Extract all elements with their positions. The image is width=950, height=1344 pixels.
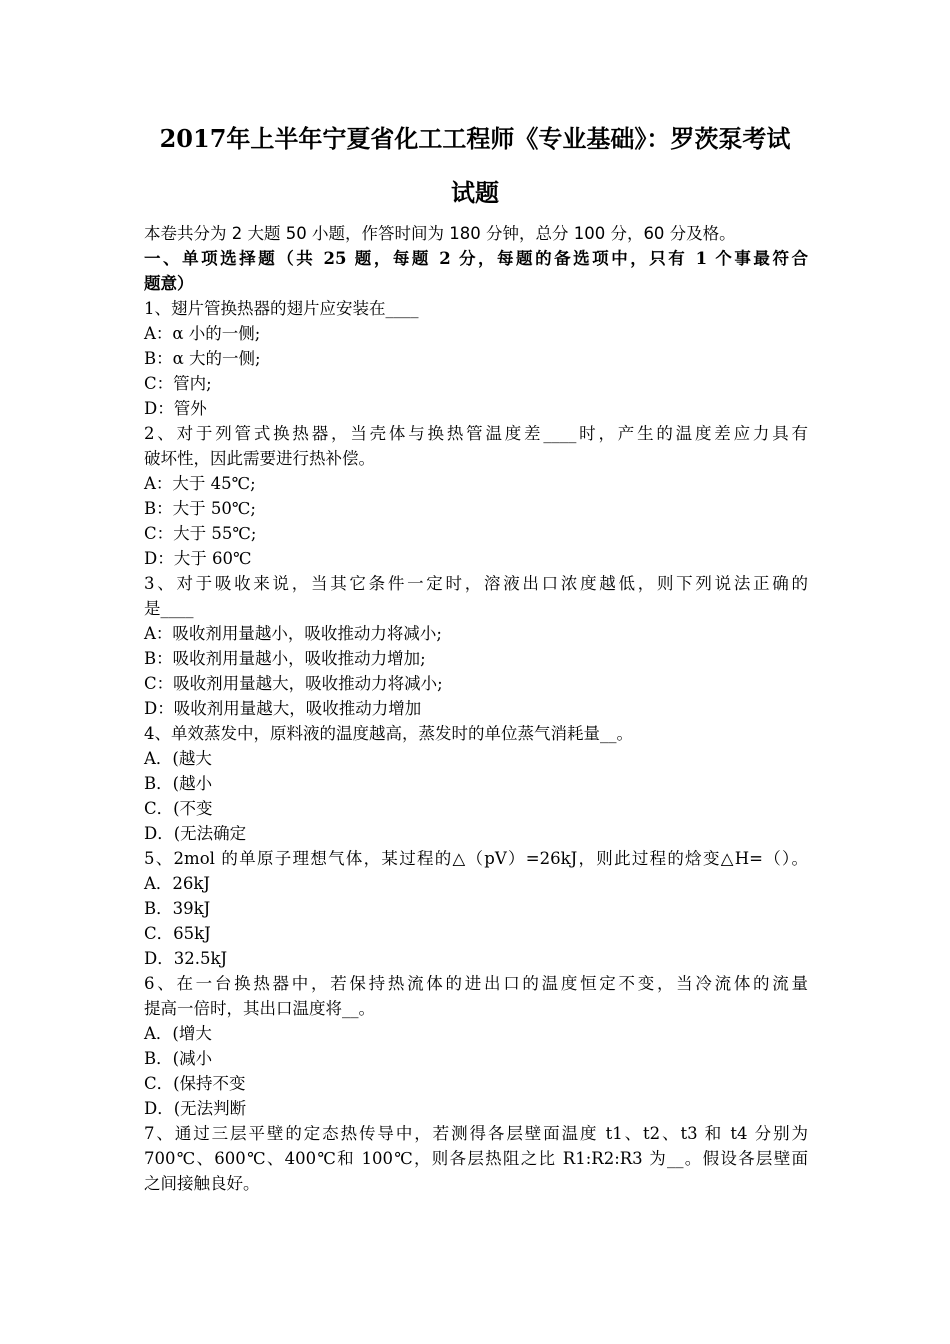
text-line: 700℃、600℃、400℃和 100℃，则各层热阻之比 R1:R2:R3 为__。假设各层壁面: [144, 1149, 808, 1168]
text-line: B．(减小: [144, 1049, 213, 1068]
text-line: A：α 小的一侧;: [144, 324, 261, 343]
text-line: D：吸收剂用量越大，吸收推动力增加: [144, 699, 422, 718]
text-line: 破坏性，因此需要进行热补偿。: [144, 449, 375, 468]
text-line: 4、单效蒸发中，原料液的温度越高，蒸发时的单位蒸气消耗量__。: [144, 724, 633, 743]
text-line: A．(增大: [144, 1024, 212, 1043]
text-line: 一、单项选择题（共 25 题，每题 2 分，每题的备选项中，只有 1 个事最符合: [144, 249, 808, 268]
title-line-2: 试题: [451, 178, 499, 207]
text-line: 6、在一台换热器中，若保持热流体的进出口的温度恒定不变，当冷流体的流量: [144, 974, 808, 993]
text-line: B：吸收剂用量越小，吸收推动力增加;: [144, 649, 426, 668]
text-line: 1、翅片管换热器的翅片应安装在____: [144, 299, 419, 318]
text-line: C：大于 55℃;: [144, 524, 257, 543]
text-line: 2、对于列管式换热器，当壳体与换热管温度差____时，产生的温度差应力具有: [144, 424, 808, 443]
text-line: A．(越大: [144, 749, 212, 768]
text-line: 本卷共分为 2 大题 50 小题，作答时间为 180 分钟，总分 100 分，60 分及格。: [144, 224, 736, 243]
text-line: A：大于 45℃;: [144, 474, 256, 493]
text-line: C．(保持不变: [144, 1074, 246, 1093]
text-line: B：α 大的一侧;: [144, 349, 261, 368]
title-line-1: 2017年上半年宁夏省化工工程师《专业基础》：罗茨泵考试: [159, 124, 791, 153]
text-line: A：吸收剂用量越小，吸收推动力将减小;: [144, 624, 442, 643]
document-body: [144, 221, 808, 1196]
text-line: 之间接触良好。: [144, 1174, 260, 1193]
text-line: D：管外: [144, 399, 207, 418]
text-line: A．26kJ: [144, 874, 211, 893]
text-line: B．(越小: [144, 774, 213, 793]
text-line: D．(无法确定: [144, 824, 247, 843]
text-line: C．(不变: [144, 799, 213, 818]
text-line: D．(无法判断: [144, 1099, 247, 1118]
text-line: C：吸收剂用量越大，吸收推动力将减小;: [144, 674, 443, 693]
text-line: C：管内;: [144, 374, 212, 393]
text-line: D．32.5kJ: [144, 949, 228, 968]
text-line: 题意）: [144, 274, 194, 293]
text-line: 提高一倍时，其出口温度将__。: [144, 999, 375, 1018]
text-line: 7、通过三层平壁的定态热传导中，若测得各层壁面温度 t1、t2、t3 和 t4 分别为: [144, 1124, 808, 1143]
text-line: D：大于 60℃: [144, 549, 252, 568]
text-line: B：大于 50℃;: [144, 499, 256, 518]
text-line: 3、对于吸收来说，当其它条件一定时，溶液出口浓度越低，则下列说法正确的: [144, 574, 808, 593]
text-line: 5、2mol 的单原子理想气体，某过程的△（pV）=26kJ，则此过程的焓变△H=（）。: [144, 849, 808, 868]
text-line: B．39kJ: [144, 899, 211, 918]
text-line: C．65kJ: [144, 924, 211, 943]
text-line: 是____: [144, 599, 194, 618]
document-title: [120, 112, 830, 220]
